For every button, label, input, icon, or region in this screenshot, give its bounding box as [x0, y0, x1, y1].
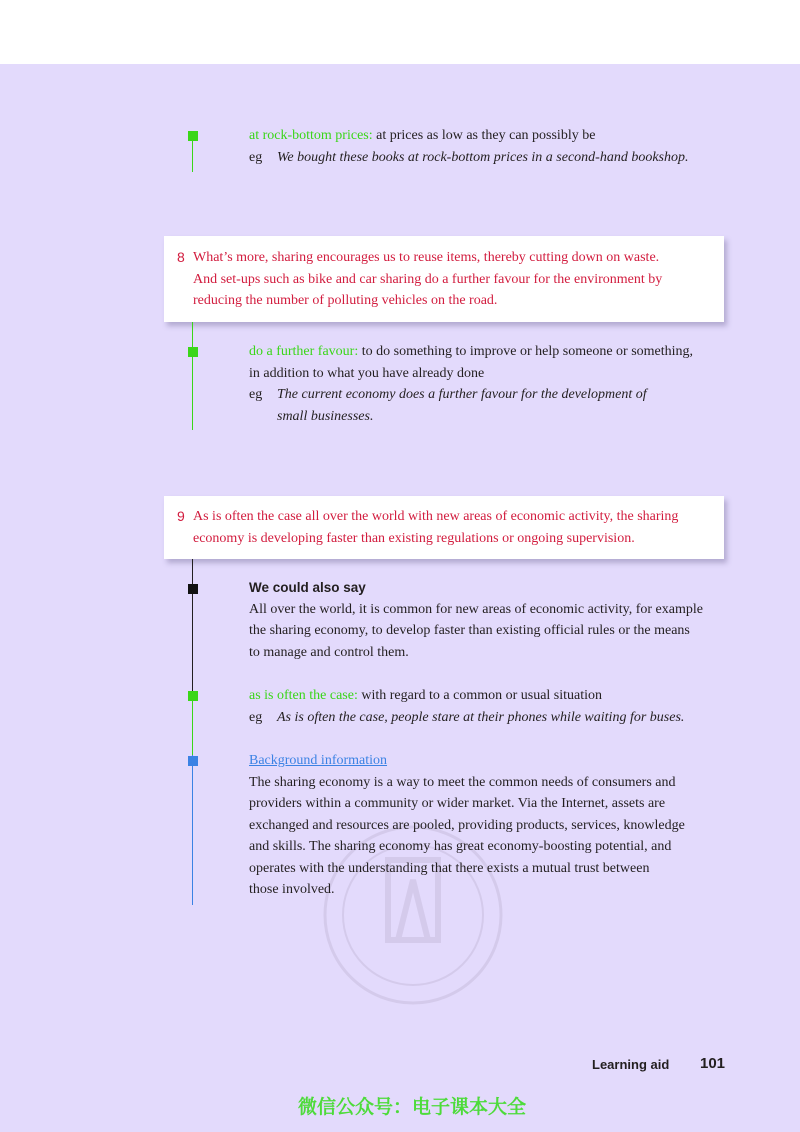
body-line: and skills. The sharing economy has great economy-boosting potential, and	[249, 839, 672, 854]
quote-line: What’s more, sharing encourages us to reuse items, thereby cutting down on waste.	[193, 250, 660, 265]
example-text: The current economy does a further favour for the development of	[277, 387, 647, 402]
blue-bullet-square	[188, 756, 198, 766]
example-row	[249, 707, 749, 729]
definition-line: in addition to what you have already done	[249, 365, 485, 381]
green-bullet-square	[188, 347, 198, 357]
body-line: to manage and control them.	[249, 644, 409, 660]
definition-line	[249, 341, 739, 363]
body-line: operates with the understanding that there exists a mutual trust between	[249, 860, 650, 876]
black-bullet-square	[188, 584, 198, 594]
term: do a further favour:	[249, 344, 359, 359]
entry-rock-bottom	[249, 125, 749, 168]
green-bullet-square	[188, 691, 198, 701]
term: at rock-bottom prices:	[249, 128, 373, 143]
quote-box-8	[164, 236, 724, 322]
eg-label: eg	[249, 709, 263, 725]
entry-often-the-case	[249, 685, 749, 728]
quote-line: economy is developing faster than existing regulations or ongoing supervision.	[193, 530, 635, 546]
example-row	[249, 384, 739, 427]
example-text: We bought these books at rock-bottom prices in a second-hand bookshop.	[277, 149, 689, 165]
green-bullet-square	[188, 131, 198, 141]
body-line: those involved.	[249, 882, 335, 897]
section-heading: We could also say	[249, 580, 366, 595]
quote-line: reducing the number of polluting vehicles on the road.	[193, 293, 498, 308]
quote-line: As is often the case all over the world with new areas of economic activity, the sharing	[193, 509, 679, 524]
we-could-also-say-block	[249, 577, 739, 663]
body-line: The sharing economy is a way to meet the common needs of consumers and	[249, 774, 676, 790]
entry-further-favour	[249, 341, 739, 427]
example-text: small businesses.	[277, 408, 374, 424]
quote-number: 8	[177, 249, 185, 265]
definition-line	[249, 685, 749, 707]
quote-box-9	[164, 496, 724, 559]
page-number: 101	[700, 1055, 726, 1072]
definition: with regard to a common or usual situation	[357, 688, 603, 703]
footer-section-label: Learning aid	[592, 1057, 670, 1072]
quote-text-8	[177, 247, 718, 312]
quote-line: And set-ups such as bike and car sharing do a further favour for the environment by	[193, 271, 663, 287]
definition: to do something to improve or help someone or something,	[358, 344, 694, 359]
example-row	[249, 147, 749, 169]
blue-vertical-rule	[192, 755, 193, 905]
green-vertical-rule	[192, 141, 193, 172]
eg-label: eg	[249, 387, 263, 402]
definition: at prices as low as they can possibly be	[372, 128, 596, 143]
example-text: As is often the case, people stare at their phones while waiting for buses.	[277, 709, 685, 725]
quote-number: 9	[177, 508, 185, 524]
quote-text-9	[177, 506, 718, 549]
body-line: exchanged and resources are pooled, providing products, services, knowledge	[249, 817, 685, 833]
eg-label: eg	[249, 149, 263, 165]
body-line: the sharing economy, to develop faster than existing official rules or the means	[249, 623, 690, 638]
body-line: providers within a community or wider market. Via the Internet, assets are	[249, 796, 666, 811]
black-vertical-rule	[192, 559, 193, 695]
watermark-text: 微信公众号：电子课本大全	[298, 1096, 527, 1118]
green-vertical-rule	[192, 695, 193, 755]
background-information-block	[249, 750, 739, 901]
definition-line	[249, 125, 749, 147]
body-line: All over the world, it is common for new areas of economic activity, for example	[249, 601, 703, 617]
term: as is often the case:	[249, 688, 358, 703]
green-vertical-rule	[192, 322, 193, 430]
background-heading: Background information	[249, 753, 388, 768]
